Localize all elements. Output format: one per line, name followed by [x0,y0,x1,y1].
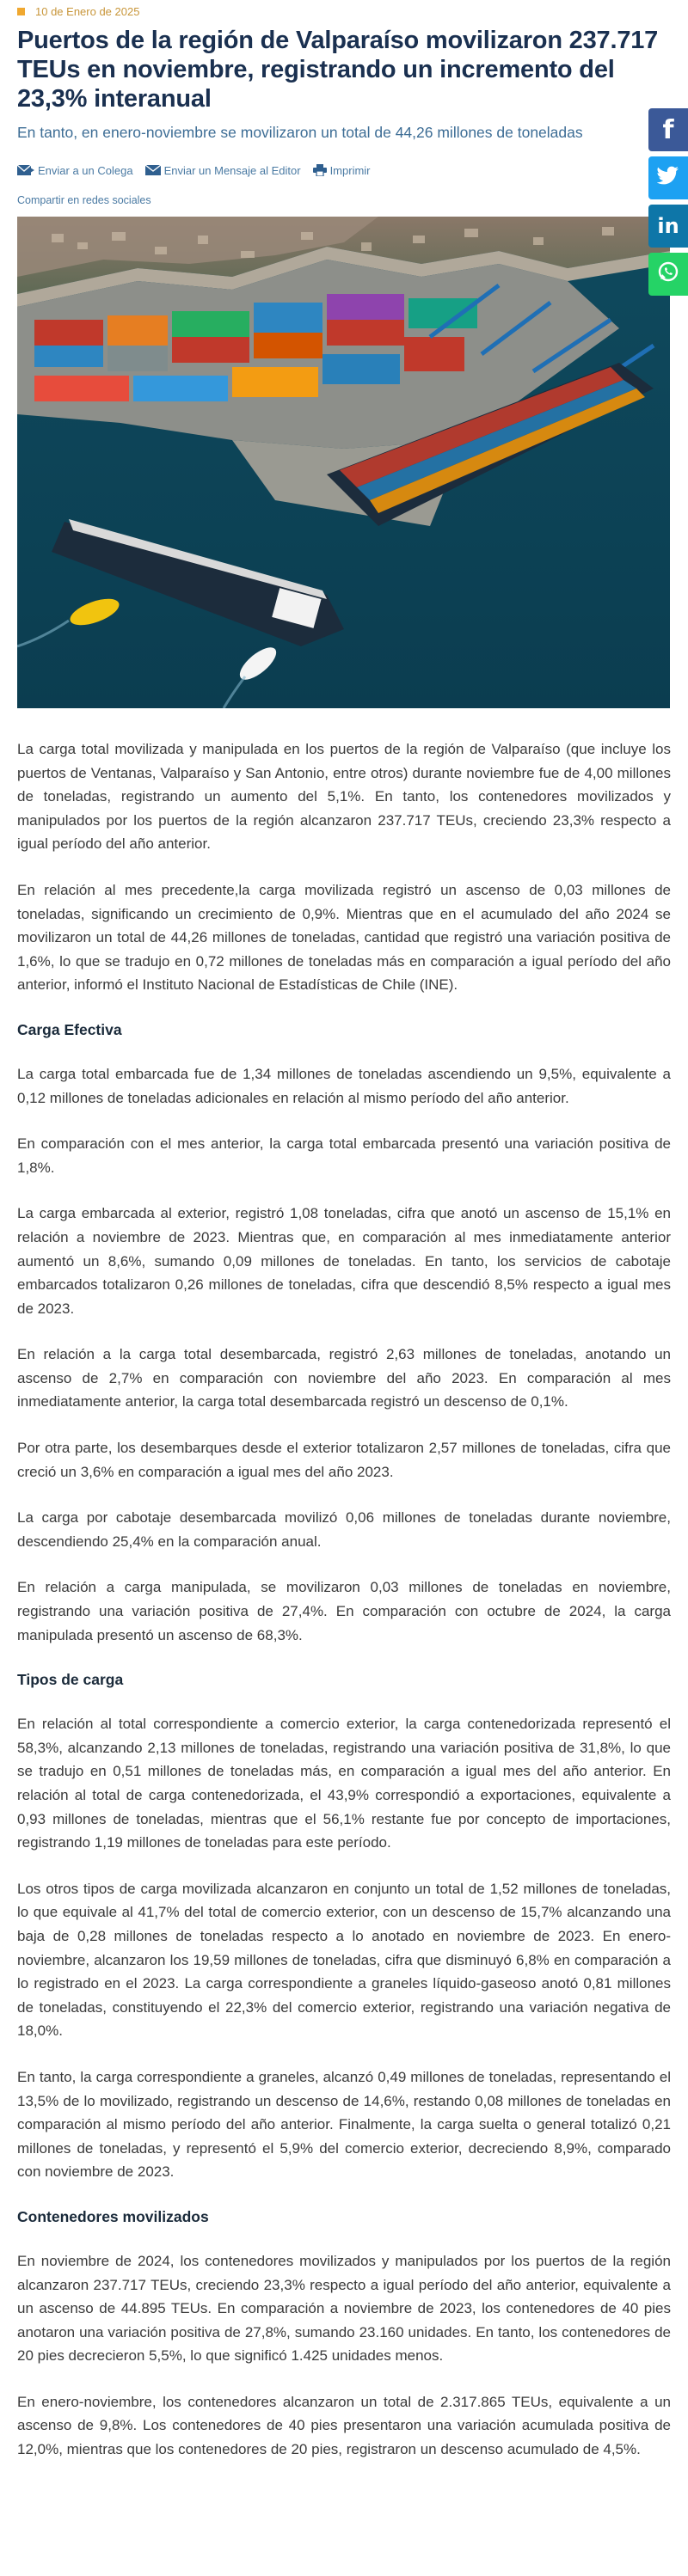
linkedin-share-button[interactable] [648,205,688,248]
paragraph: En noviembre de 2024, los contenedores movilizados y manipulados por los puertos de la región alcanzaron 237.717 TEUs, creciendo 23,3% respecto a igual período del año anterior, equivalente a un ascenso de 44.895 TEUs. En comparación a noviembre de 2023, los contenedores de 40 pies anotaron una variación positiva de 27,8%, sumando 23.160 unidades. En tanto, los contenedores de 20 pies decrecieron 5,5%, lo que significó 1.425 unidades menos. [17,2252,671,2365]
section-heading-contenedores: Contenedores movilizados [17,2207,209,2225]
share-label: Compartir en redes sociales [17,194,151,206]
twitter-icon [657,166,679,190]
whatsapp-share-button[interactable] [648,253,688,296]
port-aerial-photo [17,217,670,708]
envelope-forward-icon [17,164,34,176]
paragraph: En tanto, la carga correspondiente a graneles, alcanzó 0,49 millones de toneladas, representando el 13,5% de lo movilizado, registrando un descenso de 14,6%, restando 0,08 millones de toneladas en comparación al mismo período del año anterior. Finalmente, la carga suelta o general totalizó 0,21 millones de toneladas, y representó el 5,9% del comercio exterior, decreciendo 8,9%, comparado con noviembre de 2023. [17,2068,671,2181]
linkedin-icon: in [657,214,679,238]
paragraph: La carga embarcada al exterior, registró 1,08 toneladas, cifra que anotó un ascenso de 15,1% en relación a noviembre de 2023. Mientras que, en comparación al mes inmediatamente anterior aumentó un 8,6%, sumando 0,09 millones de toneladas. En tanto, los servicios de cabotaje embarcados totalizaron 0,26 millones de toneladas, cifra que descendió 8,5% respecto a igual mes de 2023. [17,1205,671,1317]
send-editor-label: Enviar un Mensaje al Editor [163,163,301,177]
paragraph: En enero-noviembre, los contenedores alcanzaron un total de 2.317.865 TEUs, equivalente a un ascenso de 9,8%. Los contenedores de 40 pies presentaron una variación acumulada positiva de 12,0%, mientras que los contenedores de 20 pies, registraron un descenso acumulado de 4,5%. [17,2393,671,2458]
twitter-share-button[interactable] [648,156,688,199]
paragraph: La carga total embarcada fue de 1,34 millones de toneladas ascendiendo un 9,5%, equivalente a 0,12 millones de toneladas adicionales en relación al mismo período del año anterior. [17,1065,671,1106]
envelope-icon [145,164,161,176]
whatsapp-icon [657,260,679,288]
paragraph: En comparación con el mes anterior, la carga total embarcada presentó una variación positiva de 1,8%. [17,1135,671,1176]
paragraph: En relación a carga manipulada, se movilizaron 0,03 millones de toneladas en noviembre, registrando una variación positiva de 27,4%. En comparación con octubre de 2024, la carga manipulada presentó un ascenso de 68,3%. [17,1579,671,1643]
send-colleague-link[interactable] [17,164,133,177]
paragraph: En relación al total correspondiente a comercio exterior, la carga contenedorizada representó el 58,3%, alcanzando 2,13 millones de toneladas, registrando una variación positiva de 31,8%, lo que se tradujo en 0,51 millones de toneladas más, en comparación a igual mes del año anterior. En relación al total de carga contenedorizada, el 43,9% correspondió a exportaciones, equivalente a 0,93 millones de toneladas, mientras que el 56,1% restante fue por concepto de importaciones, registrando 1,19 millones de toneladas para este período. [17,1716,671,1851]
print-label: Imprimir [329,163,371,177]
article-subtitle: En tanto, en enero-noviembre se movilizaron un total de 44,26 millones de toneladas [17,124,583,141]
section-heading-carga-efectiva: Carga Efectiva [17,1020,122,1038]
article [17,0,674,2484]
facebook-share-button[interactable] [648,108,688,151]
paragraph: En relación al mes precedente,la carga movilizada registró un ascenso de 0,03 millones de toneladas, significando un crecimiento de 0,9%. Mientras que en el acumulado del año 2024 se movilizaron un total de 44,26 millones de toneladas, cantidad que registró una variación positiva de 1,6%, lo que se tradujo en 0,72 millones de toneladas más en comparación a igual período del año anterior, informó el Instituto Nacional de Estadísticas de Chile (INE). [17,881,671,994]
article-actions [17,163,671,177]
article-body [17,737,671,2462]
article-title: Puertos de la región de Valparaíso movilizaron 237.717 TEUs en noviembre, registrando un incremento del 23,3% interanual [17,27,659,113]
paragraph: Por otra parte, los desembarques desde el exterior totalizaron 2,57 millones de toneladas, cifra que creció un 3,6% en comparación a igual mes del año 2023. [17,1440,671,1480]
paragraph: En relación a la carga total desembarcada, registró 2,63 millones de toneladas, anotando un ascenso de 2,7% en comparación con noviembre del año 2023. En comparación al mes inmediatamente anterior, la carga total desembarcada registró un descenso de 0,1%. [17,1346,671,1410]
date-row [17,3,671,19]
printer-icon [313,164,327,176]
print-link[interactable] [313,164,371,177]
paragraph: La carga total movilizada y manipulada en los puertos de la región de Valparaíso (que incluye los puertos de Ventanas, Valparaíso y San Antonio, entre otros) durante noviembre fue de 4,00 millones de toneladas, registrando un aumento del 5,1%. En tanto, los contenedores movilizados y manipulados por los puertos de la región alcanzaron 237.717 TEUs, creciendo 23,3% respecto a igual período del año anterior. [17,741,671,853]
article-date: 10 de Enero de 2025 [35,4,140,18]
send-editor-link[interactable] [145,164,301,177]
section-heading-tipos-de-carga: Tipos de carga [17,1671,124,1689]
social-share-bar [648,108,688,301]
hero-image [17,217,670,708]
paragraph: Los otros tipos de carga movilizada alcanzaron en conjunto un total de 1,52 millones de toneladas, lo que equivale al 41,7% del total de comercio exterior, con un descenso de 15,7% alcanzando una baja de 0,28 millones de toneladas respecto a lo anotado en noviembre de 2023. En enero-noviembre, alcanzaron los 19,59 millones de toneladas, cifra que disminuyó 6,8% en comparación a lo registrado en el 2023. La carga correspondiente a graneles líquido-gaseoso anotó 0,81 millones de toneladas, constituyendo el 22,3% del comercio exterior, registrando una variación negativa de 18,0%. [17,1880,671,2040]
send-colleague-label: Enviar a un Colega [38,163,133,177]
paragraph: La carga por cabotaje desembarcada movilizó 0,06 millones de toneladas durante noviembre, descendiendo 25,4% en la comparación anual. [17,1509,671,1550]
facebook-icon: f [662,114,674,145]
date-marker-icon [17,8,25,15]
